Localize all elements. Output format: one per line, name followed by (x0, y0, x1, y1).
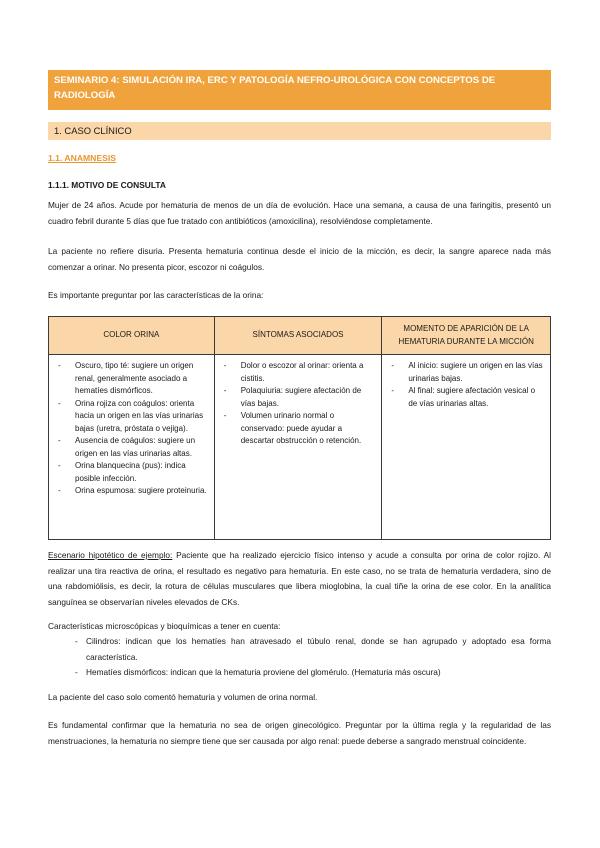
list-item: - Polaquiuria: sugiere afectación de vías bajas. (221, 385, 376, 410)
list-item: - Orina rojiza con coágulos: orienta hacia un origen en las vías urinarias bajas (uretra, próstata o vejiga). (55, 398, 208, 436)
list-item: - Cilindros: indican que los hematíes han atravesado el túbulo renal, donde se han agrupado y adoptado esa forma característica. (48, 634, 551, 665)
list-item: - Orina blanquecina (pus): indica posible infección. (55, 460, 208, 485)
paragraph-patient-comment: La paciente del caso solo comentó hematuria y volumen de orina normal. (48, 692, 318, 702)
table-header-row (49, 317, 551, 355)
list-item: - Oscuro, tipo té: sugiere un origen renal, generalmente asociado a hematíes dismórficos. (55, 360, 208, 398)
cell-sintomas (214, 355, 382, 540)
list-item: - Orina espumosa: sugiere proteinuria. (55, 485, 208, 498)
urine-characteristics-table (48, 316, 551, 540)
paragraph-symptoms: La paciente no refiere disuria. Presenta hematuria continua desde el inicio de la micción, es decir, la sangre aparece nada más comenzar a orinar. No presenta picor, escozor ni coágulos. (48, 246, 551, 272)
header-color-orina: COLOR ORINA (49, 317, 215, 355)
list-item: - Al final: sugiere afectación vesical o de vías urinarias altas. (388, 385, 544, 410)
micro-list (48, 634, 551, 681)
header-sintomas: SÍNTOMAS ASOCIADOS (214, 317, 382, 355)
seminar-title-banner: SEMINARIO 4: SIMULACIÓN IRA, ERC Y PATOLOGÍA NEFRO-UROLÓGICA CON CONCEPTOS DE RADIOLOGÍA (48, 70, 551, 110)
paragraph-scenario (48, 548, 551, 610)
list-item: - Dolor o escozor al orinar: orienta a cistitis. (221, 360, 376, 385)
table-row (49, 355, 551, 540)
header-momento: MOMENTO DE APARICIÓN DE LA HEMATURIA DURANTE LA MICCIÓN (382, 317, 551, 355)
cell-color-orina (49, 355, 215, 540)
cell-momento (382, 355, 551, 540)
paragraph-case-intro: Mujer de 24 años. Acude por hematuria de menos de un día de evolución. Hace una semana, a causa de una faringitis, presentó un cuadro febril durante 5 días que fue tratado con antibióticos (amoxicilina), resolviéndose completamente. (48, 200, 551, 226)
paragraph-gynecologic: Es fundamental confirmar que la hematuria no sea de origen ginecológico. Preguntar por la última regla y la regularidad de las menstruaciones, la hematuria no siempre tiene que ser causada por algo renal: puede deberse a sangrado menstrual coincidente. (48, 720, 551, 746)
scenario-text: Paciente que ha realizado ejercicio físico intenso y acude a consulta por orina de color rojizo. Al realizar una tira reactiva de orina, el resultado es negativo para hematuria. En este caso, no se trata de hematuria verdadera, sino de una rabdomiólisis, es decir, la rotura de células musculares que libera mioglobina, la cual tiñe la orina de ese color. En la analítica sanguínea se observarían niveles elevados de CKs. (48, 550, 552, 607)
paragraph-micro-intro: Características microscópicas y bioquímicas a tener en cuenta: (48, 621, 281, 631)
scenario-label: Escenario hipotético de ejemplo: (48, 550, 173, 560)
subsection-heading: 1.1. ANAMNESIS (48, 153, 116, 163)
list-item: - Hematíes dismórficos: indican que la hematuria proviene del glomérulo. (Hematuria más oscura) (48, 665, 551, 681)
subsubsection-heading: 1.1.1. MOTIVO DE CONSULTA (48, 180, 166, 190)
section-heading: 1. CASO CLÍNICO (48, 122, 551, 140)
list-item: - Volumen urinario normal o conservado: puede ayudar a descartar obstrucción o retención. (221, 410, 376, 448)
paragraph-urine-question: Es importante preguntar por las características de la orina: (48, 290, 264, 300)
list-item: - Al inicio: sugiere un origen en las vías urinarias bajas. (388, 360, 544, 385)
list-item: - Ausencia de coágulos: sugiere un origen en las vías urinarias altas. (55, 435, 208, 460)
